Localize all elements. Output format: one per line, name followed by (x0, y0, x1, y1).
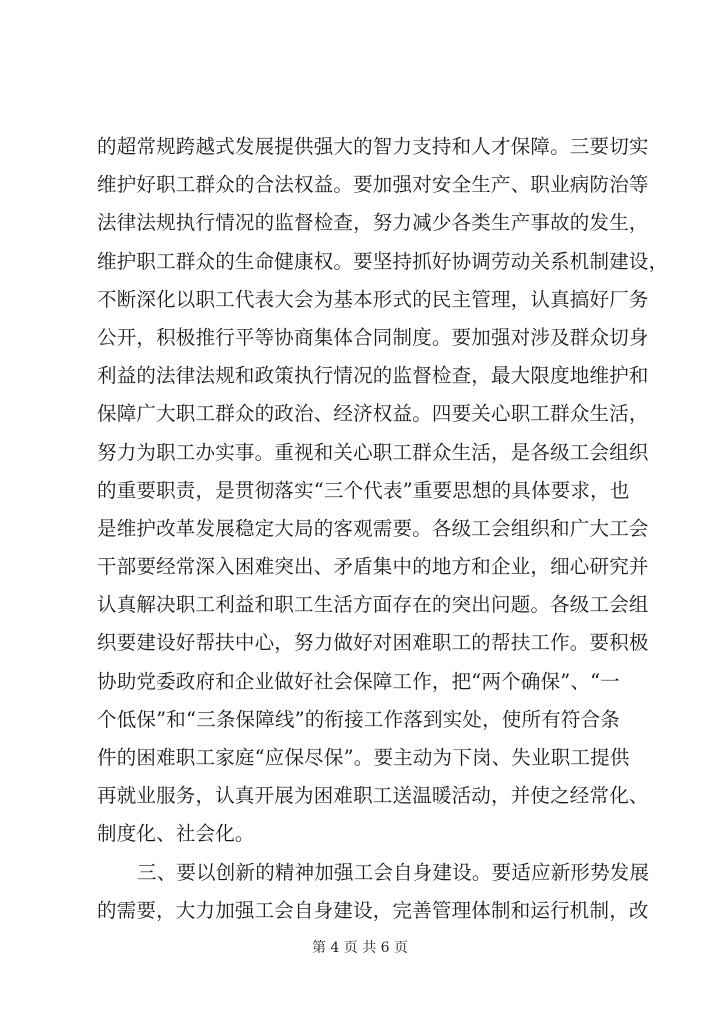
text-line: 织要建设好帮扶中心，努力做好对困难职工的帮扶工作。要积极 (97, 631, 649, 655)
text-line: 的需要，大力加强工会自身建设，完善管理体制和运行机制，改 (97, 898, 649, 922)
text-line: 认真解决职工利益和职工生活方面存在的突出问题。各级工会组 (97, 593, 649, 617)
body-text (97, 128, 669, 930)
text-line: 个低保”和“三条保障线”的衔接工作落到实处，使所有符合条 (97, 707, 621, 731)
text-line: 公开，积极推行平等协商集体合同制度。要加强对涉及群众切身 (97, 325, 649, 349)
text-line: 干部要经常深入困难突出、矛盾集中的地方和企业，细心研究并 (97, 555, 649, 579)
text-line: 再就业服务，认真开展为困难职工送温暖活动，并使之经常化、 (97, 784, 649, 808)
text-line: 维护职工群众的生命健康权。要坚持抓好协调劳动关系机制建设， (97, 249, 669, 273)
text-line: 努力为职工办实事。重视和关心职工群众生活，是各级工会组织 (97, 440, 649, 464)
text-line: 是维护改革发展稳定大局的客观需要。各级工会组织和广大工会 (97, 516, 649, 540)
text-line: 件的困难职工家庭“应保尽保”。要主动为下岗、失业职工提供 (97, 746, 630, 769)
text-line: 制度化、社会化。 (97, 822, 255, 846)
text-line: 的重要职责，是贯彻落实“三个代表”重要思想的具体要求，也 (97, 478, 630, 502)
text-line: 利益的法律法规和政策执行情况的监督检查，最大限度地维护和 (97, 364, 649, 388)
text-line: 法律法规执行情况的监督检查，努力减少各类生产事故的发生， (97, 211, 649, 235)
text-line: 维护好职工群众的合法权益。要加强对安全生产、职业病防治等 (97, 173, 649, 197)
text-line: 保障广大职工群众的政治、经济权益。四要关心职工群众生活， (97, 402, 649, 426)
section-heading-line: 三、要以创新的精神加强工会自身建设。要适应新形势发展 (137, 860, 650, 884)
page-footer: 第 4 页 共 6 页 (311, 940, 409, 956)
text-line: 协助党委政府和企业做好社会保障工作，把“两个确保”、“一 (97, 669, 621, 693)
text-line: 不断深化以职工代表大会为基本形式的民主管理，认真搞好厂务 (97, 287, 649, 311)
text-line: 的超常规跨越式发展提供强大的智力支持和人才保障。三要切实 (97, 135, 649, 158)
